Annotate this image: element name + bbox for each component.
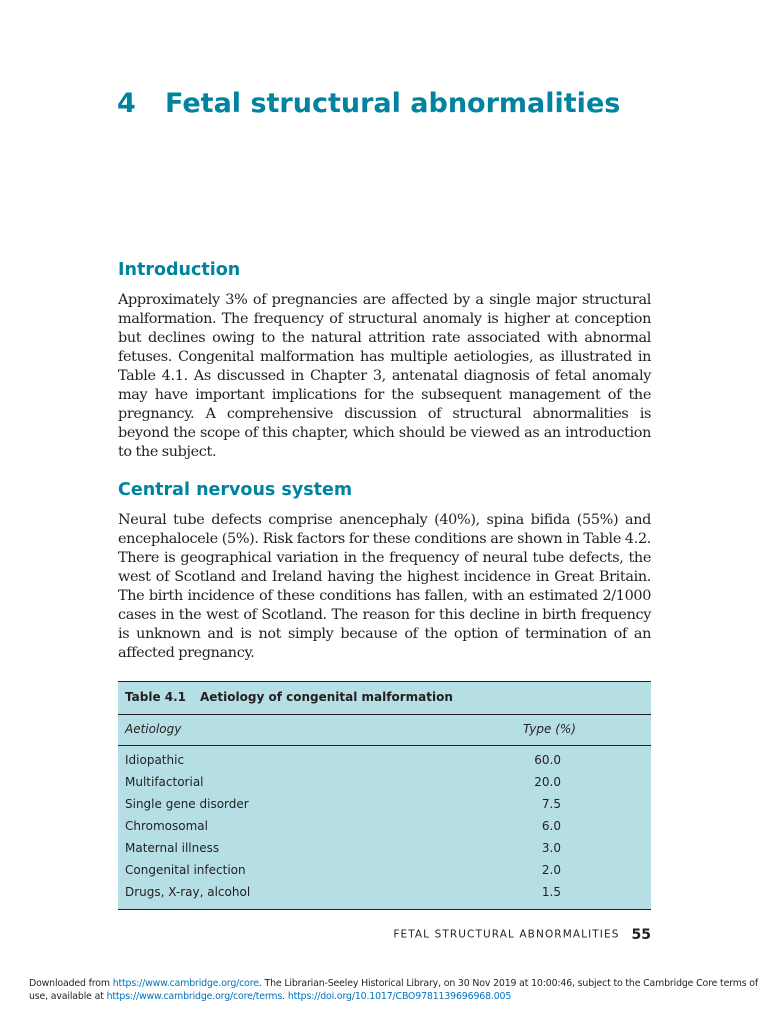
cell-value: 2.0 xyxy=(541,863,561,877)
cell-aetiology: Congenital infection xyxy=(125,863,246,877)
cell-aetiology: Single gene disorder xyxy=(125,797,249,811)
column-header-type: Type (%) xyxy=(523,722,576,736)
terms-link[interactable]: https://www.cambridge.org/core/terms xyxy=(106,991,283,1002)
table-body xyxy=(118,753,651,907)
table-row xyxy=(118,753,651,775)
section-heading-introduction: Introduction xyxy=(118,260,241,280)
cell-aetiology: Multifactorial xyxy=(125,775,204,789)
chapter-title-text: Fetal structural abnormalities xyxy=(165,88,621,119)
download-note-middle: . The Librarian-Seeley Historical Library, on 30 Nov 2019 at 10:00:46, subject to the Cambridge Core terms of use, available at xyxy=(29,978,759,1002)
running-footer xyxy=(393,924,651,943)
cell-value: 3.0 xyxy=(541,841,561,855)
cns-paragraph: Neural tube defects comprise anencephaly (40%), spina bifida (55%) and encephalocele (5%). Risk factors for these conditions are shown in Table 4.2. There is geographical variation in the frequency of neural tube defects, the west of Scotland and Ireland having the highest incidence in Great Britain. The birth incidence of these conditions has fallen, with an estimated 2/1000 cases in the west of Scotland. The reason for this decline in birth frequency is unknown and is not simply because of the option of termination of an affected pregnancy. xyxy=(118,512,651,661)
introduction-paragraph: Approximately 3% of pregnancies are affected by a single major structural malformation. The frequency of structural anomaly is higher at conception but declines owing to the natural attrition rate associated with abnormal fetuses. Congenital malformation has multiple aetiologies, as illustrated in Table 4.1. As discussed in Chapter 3, antenatal diagnosis of fetal anomaly may have important implications for the subsequent management of the pregnancy. A comprehensive discussion of structural abnormalities is beyond the scope of this chapter, which should be viewed as an introduction to the subject. xyxy=(118,292,651,460)
cell-value: 20.0 xyxy=(534,775,561,789)
table-title: Aetiology of congenital malformation xyxy=(200,690,453,704)
chapter-number: 4 xyxy=(117,88,136,119)
cell-value: 6.0 xyxy=(541,819,561,833)
table-row xyxy=(118,775,651,797)
cell-aetiology: Idiopathic xyxy=(125,753,185,767)
cambridge-core-link[interactable]: https://www.cambridge.org/core xyxy=(112,978,259,989)
download-note-sep: . xyxy=(282,991,288,1002)
cell-aetiology: Drugs, X-ray, alcohol xyxy=(125,885,251,899)
table-label: Table 4.1 xyxy=(125,690,187,704)
cell-value: 1.5 xyxy=(541,885,561,899)
table-rule xyxy=(118,714,651,715)
download-note-prefix: Downloaded from xyxy=(29,978,113,989)
table-row xyxy=(118,885,651,907)
table-rule xyxy=(118,745,651,746)
download-note xyxy=(29,977,759,1003)
table-row xyxy=(118,819,651,841)
cell-aetiology: Maternal illness xyxy=(125,841,220,855)
table-row xyxy=(118,797,651,819)
chapter-title xyxy=(117,88,620,119)
section-heading-cns: Central nervous system xyxy=(118,480,353,500)
table-caption xyxy=(125,690,453,704)
running-footer-title: FETAL STRUCTURAL ABNORMALITIES xyxy=(393,928,620,941)
cell-value: 7.5 xyxy=(541,797,561,811)
table-row xyxy=(118,863,651,885)
column-header-aetiology: Aetiology xyxy=(125,722,182,736)
table-row xyxy=(118,841,651,863)
aetiology-table xyxy=(118,681,651,910)
page-number: 55 xyxy=(631,926,651,943)
cell-aetiology: Chromosomal xyxy=(125,819,208,833)
doi-link[interactable]: https://doi.org/10.1017/CBO9781139696968.005 xyxy=(287,991,512,1002)
cell-value: 60.0 xyxy=(534,753,561,767)
